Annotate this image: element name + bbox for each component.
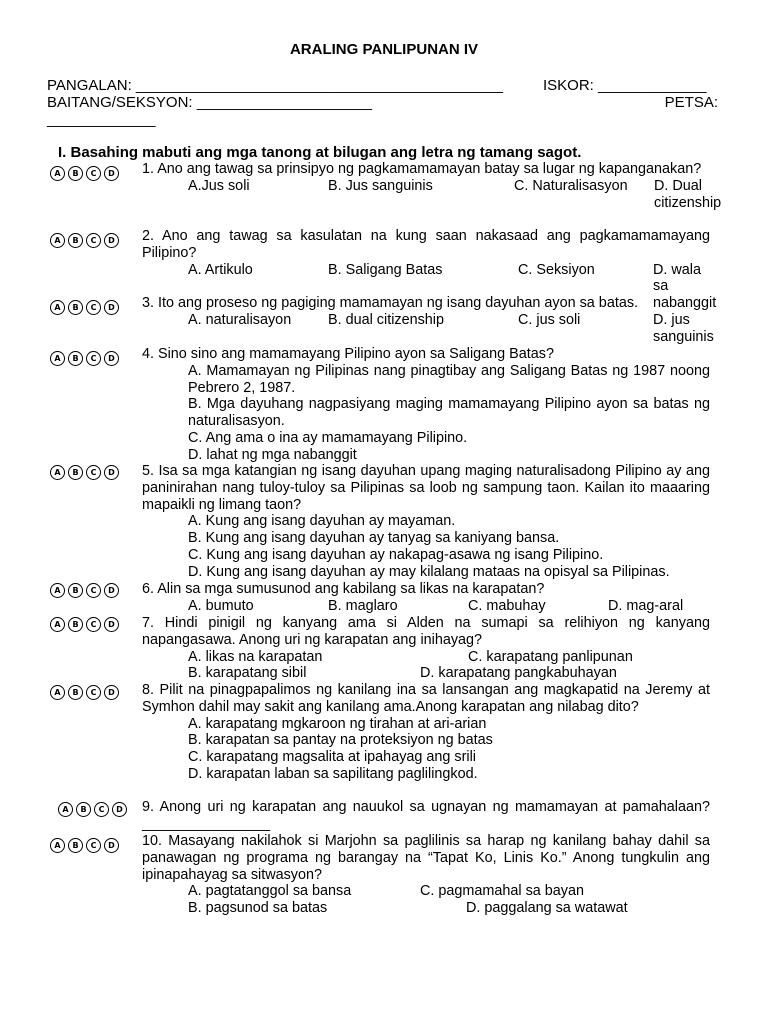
choice-a: A. Mamamayan ng Pilipinas nang pinagtibay ang Saligang Batas ng 1987 noong Pebrero 2, 1987. xyxy=(188,362,710,396)
answer-bubbles-q1 xyxy=(50,166,122,181)
choice-b: B. Mga dayuhang nagpasiyang maging mamamayang Pilipino ayon sa batas ng naturalisasyon. xyxy=(188,396,710,430)
choices xyxy=(142,363,710,464)
question-stem: 3. Ito ang proseso ng pagiging mamamayan ng isang dayuhan ayon sa batas. xyxy=(142,295,639,311)
answer-bubbles-q3 xyxy=(50,300,122,315)
choices xyxy=(142,649,710,683)
question-stem: 8. Pilit na pinagpapalimos ng kanilang ina sa lansangan ang magkapatid na Jeremy at Symhon dahil may sakit ang kanilang ama.Anong karapatan ang nilabag dito? xyxy=(142,682,710,715)
answer-bubbles-q2 xyxy=(50,233,122,248)
bubble-b[interactable]: B xyxy=(68,685,83,700)
answer-bubbles-q9 xyxy=(58,802,130,817)
question-stem: 10. Masayang nakilahok si Marjohn sa paglilinis sa harap ng kanilang bahay dahil sa panawagan ng programa ng barangay na “Tapat Ko, Linis Ko.” Anong tungkulin ang ipinapahayag sa sitwasyon? xyxy=(142,833,710,883)
choice-a: A. Artikulo xyxy=(188,261,253,278)
question-stem: 7. Hindi pinigil ng kanyang ama si Alden na sumapi sa relihiyon ng kanyang napangasawa. Anong uri ng karapatan ang inihayag? xyxy=(142,615,710,648)
bubble-c[interactable]: C xyxy=(86,300,101,315)
choices xyxy=(142,716,710,783)
choice-d: D. Dual citizenship xyxy=(654,177,722,211)
choice-d: D. Kung ang isang dayuhan ay may kilalang mataas na opisyal sa Pilipinas. xyxy=(188,563,670,580)
petsa-field[interactable]: _____________ xyxy=(47,111,156,128)
choices xyxy=(142,513,710,580)
bubble-d[interactable]: D xyxy=(104,617,119,632)
bubble-c[interactable]: C xyxy=(86,465,101,480)
bubble-a[interactable]: A xyxy=(50,233,65,248)
petsa-label: PETSA: xyxy=(664,94,718,111)
choice-d: D. paggalang sa watawat xyxy=(466,900,628,917)
question-stem: 1. Ano ang tawag sa prinsipyo ng pagkamamamayan batay sa lugar ng kapanganakan? xyxy=(142,161,702,177)
question-6 xyxy=(142,581,710,615)
choice-d: D. lahat ng mga nabanggit xyxy=(188,446,357,463)
choice-b: B. dual citizenship xyxy=(328,311,444,328)
bubble-c[interactable]: C xyxy=(86,233,101,248)
bubble-d[interactable]: D xyxy=(104,583,119,598)
pangalan-field[interactable]: PANGALAN: ____________________________________________ xyxy=(47,77,503,94)
question-8 xyxy=(142,682,710,783)
choice-b: B. pagsunod sa batas xyxy=(188,900,328,917)
bubble-b[interactable]: B xyxy=(68,166,83,181)
question-stem: 9. Anong uri ng karapatan ang nauukol sa ugnayan ng mamamayan at pamahalaan? ________________ xyxy=(142,799,710,832)
choice-c: C. jus soli xyxy=(518,311,581,328)
bubble-a[interactable]: A xyxy=(50,617,65,632)
question-stem: 2. Ano ang tawag sa kasulatan na kung saan nakasaad ang pagkamamamayang Pilipino? xyxy=(142,228,710,261)
question-stem: 5. Isa sa mga katangian ng isang dayuhan upang maging naturalisadong Pilipino ay ang paninirahan nang tuloy-tuloy sa Pilipinas sa loob ng sampung taon. Kailan ito maaaring mapaikli ng limang taon? xyxy=(142,463,710,513)
bubble-a[interactable]: A xyxy=(50,685,65,700)
choice-c: C. pagmamahal sa bayan xyxy=(420,883,584,900)
bubble-d[interactable]: D xyxy=(104,300,119,315)
choice-c: C. Kung ang isang dayuhan ay nakapag-asawa ng isang Pilipino. xyxy=(188,546,604,563)
choice-c: C. karapatang panlipunan xyxy=(468,648,633,665)
bubble-c[interactable]: C xyxy=(94,802,109,817)
bubble-d[interactable]: D xyxy=(104,465,119,480)
answer-bubbles-q7 xyxy=(50,617,122,632)
bubble-b[interactable]: B xyxy=(68,583,83,598)
choice-c: C. Naturalisasyon xyxy=(514,177,628,194)
choice-d: D. karapatang pangkabuhayan xyxy=(420,665,617,682)
answer-bubbles-q10 xyxy=(50,838,122,853)
question-9 xyxy=(142,799,710,833)
bubble-b[interactable]: B xyxy=(68,300,83,315)
choice-c: C. Seksiyon xyxy=(518,261,595,278)
choice-a: A.Jus soli xyxy=(188,177,250,194)
choice-d: D. mag-aral xyxy=(608,597,684,614)
bubble-b[interactable]: B xyxy=(76,802,91,817)
choice-b: B. Jus sanguinis xyxy=(328,177,433,194)
choice-c: C. Ang ama o ina ay mamamayang Pilipino. xyxy=(188,429,468,446)
answer-bubbles-q6 xyxy=(50,583,122,598)
question-1 xyxy=(142,161,722,211)
choice-a: A. pagtatanggol sa bansa xyxy=(188,883,352,900)
bubble-a[interactable]: A xyxy=(58,802,73,817)
answer-bubbles-q4 xyxy=(50,351,122,366)
bubble-a[interactable]: A xyxy=(50,838,65,853)
question-stem: 4. Sino sino ang mamamayang Pilipino ayon sa Saligang Batas? xyxy=(142,346,554,362)
choices xyxy=(142,311,714,346)
section-instructions: I. Basahing mabuti ang mga tanong at bilugan ang letra ng tamang sagot. xyxy=(58,144,582,161)
question-5 xyxy=(142,463,710,581)
bubble-a[interactable]: A xyxy=(50,351,65,366)
choice-b: B. Kung ang isang dayuhan ay tanyag sa kaniyang bansa. xyxy=(188,530,560,547)
page-title: ARALING PANLIPUNAN IV xyxy=(289,41,479,58)
bubble-c[interactable]: C xyxy=(86,838,101,853)
bubble-d[interactable]: D xyxy=(104,233,119,248)
choice-b: B. karapatang sibil xyxy=(188,665,307,682)
choice-a: A. karapatang mgkaroon ng tirahan at ari-arian xyxy=(188,715,487,732)
bubble-d[interactable]: D xyxy=(104,351,119,366)
bubble-a[interactable]: A xyxy=(50,465,65,480)
bubble-d[interactable]: D xyxy=(104,685,119,700)
choice-d: D. karapatan laban sa sapilitang paglilingkod. xyxy=(188,765,478,782)
choice-c: C. karapatang magsalita at ipahayag ang srili xyxy=(188,749,476,766)
choices xyxy=(142,177,722,212)
question-10 xyxy=(142,833,710,917)
choices xyxy=(142,883,710,917)
question-7 xyxy=(142,615,710,682)
bubble-d[interactable]: D xyxy=(112,802,127,817)
bubble-a[interactable]: A xyxy=(50,166,65,181)
choice-a: A. naturalisayon xyxy=(188,311,292,328)
choice-a: A. Kung ang isang dayuhan ay mayaman. xyxy=(188,513,456,530)
bubble-c[interactable]: C xyxy=(86,583,101,598)
iskor-field[interactable]: ISKOR: _____________ xyxy=(543,77,707,94)
answer-bubbles-q8 xyxy=(50,685,122,700)
question-stem: 6. Alin sa mga sumusunod ang kabilang sa likas na karapatan? xyxy=(142,581,545,597)
choice-a: A. likas na karapatan xyxy=(188,648,323,665)
bubble-a[interactable]: A xyxy=(50,583,65,598)
bubble-a[interactable]: A xyxy=(50,300,65,315)
bubble-b[interactable]: B xyxy=(68,838,83,853)
choice-b: B. karapatan sa pantay na proteksiyon ng batas xyxy=(188,732,493,749)
answer-bubbles-q5 xyxy=(50,465,122,480)
choice-b: B. Saligang Batas xyxy=(328,261,443,278)
choice-b: B. maglaro xyxy=(328,597,398,614)
bubble-b[interactable]: B xyxy=(68,465,83,480)
bubble-b[interactable]: B xyxy=(68,617,83,632)
choice-a: A. bumuto xyxy=(188,597,254,614)
bubble-d[interactable]: D xyxy=(104,838,119,853)
baitang-field[interactable]: BAITANG/SEKSYON: _____________________ xyxy=(47,94,372,111)
choice-d: D. jus sanguinis xyxy=(653,311,714,345)
bubble-b[interactable]: B xyxy=(68,233,83,248)
bubble-b[interactable]: B xyxy=(68,351,83,366)
bubble-c[interactable]: C xyxy=(86,166,101,181)
question-4 xyxy=(142,346,710,464)
choice-d: D. wala sa nabanggit xyxy=(653,261,717,312)
choices xyxy=(142,598,710,615)
bubble-c[interactable]: C xyxy=(86,617,101,632)
question-3 xyxy=(142,295,714,345)
bubble-d[interactable]: D xyxy=(104,166,119,181)
choice-c: C. mabuhay xyxy=(468,597,546,614)
bubble-c[interactable]: C xyxy=(86,685,101,700)
bubble-c[interactable]: C xyxy=(86,351,101,366)
